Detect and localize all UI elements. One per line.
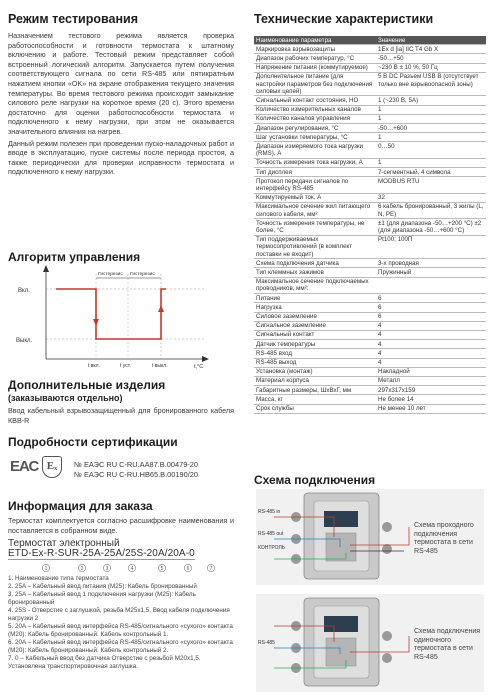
parameter-cell: Дополнительное питание (для настройки параметров без подключения силовых цепей) [254,72,376,96]
table-row [254,54,486,63]
value-cell: 6 кабель бронированный, 3 жилы (L, N, PE) [376,202,486,218]
table-row [254,303,486,312]
test-mode-text [8,31,234,177]
order-code: ETD-Ex-R-SUR-25A-25A/25S-20A/20A-0 [8,548,195,559]
svg-text:3: 3 [105,566,109,572]
table-row [254,193,486,202]
control-algorithm-diagram [16,264,216,374]
parameter-cell: Срок службы [254,404,376,413]
svg-text:6: 6 [186,566,190,572]
parameter-cell: Коммутируемый ток, A [254,193,376,202]
list-item: 5. 20A – Кабельный ввод интерфейса RS-485/сигнального «сухого» контакта (M20): Кабель бронированный. Кабель контрольный 1. [8,623,233,638]
table-row [254,202,486,218]
parameter-cell: Шаг установки температуры, °C [254,133,376,142]
parameter-cell: Сигнальное заземление [254,321,376,330]
specifications-title: Технические характеристики [254,12,434,26]
test-paragraph-1: Назначением тестового режима является проверка работоспособности и готовности термостата к штатному включению и работе. Тестовый режим представляет собой встроенный логический алгоритм. Запускается путем получения соответствующего сигнала по сети RS-485 или пятикратным нажатием кнопки «OK» на экране отображения текущего значения температуры. Во время тестового режима происходит замыкание силового реле нагрузки на короткое время (20 с). Этого времени достаточно для оценки работоспособности термостата и подключенного к нему нагрузки, при этом не оказывается значительного влияния на нагрев. [8,31,234,136]
rs485-label: RS-485 [258,640,275,646]
ex-logo: Eₓ [42,456,62,478]
table-row [254,63,486,72]
parameter-cell: Тип клеммных зажимов [254,268,376,277]
additional-products-subtitle: (заказываются отдельно) [8,393,123,403]
value-cell: 1 [376,133,486,142]
list-item: 7. 0 – Кабельный ввод без датчика Отверстие с резьбой M20x1,5. Установлена транспортировочная заглушка. [8,655,201,670]
parameter-cell: Диапазон измеряемого тока нагрузки (RMS), A [254,142,376,158]
control-label: КОНТРОЛЬ [258,545,286,551]
left-column [8,0,234,699]
value-cell: 6 [376,294,486,303]
list-item: 4. 25S - Отверстие с заглушкой, резьба M25x1,5. Ввод кабеля подключения нагрузки 2 [8,607,230,622]
table-row [254,72,486,96]
parameter-cell: Диапазон рабочих температур, °C [254,54,376,63]
specifications-table [254,36,486,414]
parameter-cell: Тип поддерживаемых термосопротивлений (в комплект поставки не входит) [254,235,376,259]
scheme-1-caption: Схема проходного подключения термостата в сети RS-485 [414,522,474,555]
table-row [254,124,486,133]
parameter-cell: Габаритные размеры, ШхВхГ, мм [254,386,376,395]
table-row [254,321,486,330]
parameter-cell: Сигнальный контакт [254,330,376,339]
value-cell: -50…+50 [376,54,486,63]
parameter-cell: Максимальное сечение подключаемых проводников, мм²: [254,277,376,293]
rs485-in-label: RS-485 in [258,509,281,515]
table-row [254,96,486,105]
table-row [254,294,486,303]
value-cell: MODBUS RTU [376,177,486,193]
parameter-cell: Сигнальный контакт состояния, НО [254,96,376,105]
parameter-cell: Схема подключения датчика [254,259,376,268]
table-row [254,367,486,376]
table-row [254,268,486,277]
parameter-cell: Точность измерения тока нагрузки, A [254,158,376,167]
parameter-cell: RS-485 выход [254,358,376,367]
off-label: Выкл. [16,338,33,344]
list-item: 2. 25A – Кабельный ввод питания (M25): Кабель бронированный [8,583,197,590]
value-cell: 1Ex d [ia] IIC T4 Gb X [376,45,486,54]
table-row [254,259,486,268]
order-info-text: Термостат комплектуется согласно расшифровке наименования и поставляется в собранном виде. [8,516,234,535]
additional-products-title: Дополнительные изделия [8,378,166,392]
table-row [254,340,486,349]
table-row [254,349,486,358]
value-cell: ±1 (для диапазона -50…+200 °C) ±2 (для диапазона -50…+600 °C) [376,219,486,235]
parameter-cell: Масса, кг [254,395,376,404]
value-cell: 297х317х159 [376,386,486,395]
certification-title: Подробности сертификации [8,435,178,449]
column-header: Наименование параметра [254,36,376,45]
table-row [254,158,486,167]
table-row [254,312,486,321]
parameter-cell: Нагрузка [254,303,376,312]
rs485-out-label: RS-485 out [258,531,284,537]
value-cell: 4 [376,330,486,339]
table-row [254,376,486,385]
value-cell: 4 [376,358,486,367]
svg-text:1: 1 [44,566,48,572]
table-row [254,133,486,142]
table-row [254,404,486,413]
certificate-item: № ЕАЭС RU C-RU.АА87.В.00479-20 [74,460,198,469]
parameter-cell: Напряжение питания (коммутируемое) [254,63,376,72]
svg-text:2: 2 [80,566,84,572]
algorithm-title: Алгоритм управления [8,250,141,264]
temperature-axis-label: t,°C [194,364,204,370]
eac-logo: ЕАС [10,458,39,475]
value-cell: 0…50 [376,142,486,158]
list-item: 1. Наименование типа термостата [8,575,109,582]
on-label: Вкл. [18,288,30,294]
value-cell: Не менее 10 лет [376,404,486,413]
scheme-2-caption: Схема подключения одиночного термостата в сети RS-485 [414,628,481,661]
order-product-name: Термостат электронный [8,538,120,549]
svg-text:4: 4 [130,566,134,572]
table-row [254,114,486,123]
test-mode-title: Режим тестирования [8,12,139,26]
svg-text:7: 7 [209,566,213,572]
value-cell: 4 [376,340,486,349]
value-cell: ~230 В ± 10 %, 50 Гц [376,63,486,72]
value-cell: 1 [376,158,486,167]
table-row [254,330,486,339]
order-info-title: Информация для заказа [8,499,153,513]
list-item: 6. 20A – Кабельный ввод интерфейса RS-485/сигнального «сухого» контакта (M20): Кабель бронированный. Кабель контрольный 2. [8,639,233,654]
t-set-label: t уст. [120,363,131,369]
specifications-body [254,45,486,414]
column-header: Значение [376,36,486,45]
value-cell: Металл [376,376,486,385]
additional-products-text: Ввод кабельный взрывозащищенный для бронированного кабеля КВВ-R [8,406,234,425]
parameter-cell: Максимальное сечение жил питающего силового кабеля, мм² [254,202,376,218]
control-signal-line [56,289,166,339]
hysteresis-label-2: Гистерезис [130,272,155,277]
value-cell: 32 [376,193,486,202]
value-cell: 1 [376,114,486,123]
table-row [254,358,486,367]
value-cell: Накладной [376,367,486,376]
svg-text:5: 5 [160,566,164,572]
parameter-cell: Материал корпуса [254,376,376,385]
table-row [254,168,486,177]
value-cell [376,277,486,293]
order-code-legend [8,575,234,671]
parameter-cell: Тип дисплея [254,168,376,177]
parameter-cell: Силовое заземление [254,312,376,321]
parameter-cell: Протокол передачи сигналов по интерфейсу RS-485 [254,177,376,193]
parameter-cell: RS-485 вход [254,349,376,358]
table-row [254,142,486,158]
certificate-list [74,460,234,479]
certificate-item: № ЕАЭС RU C-RU.НВ65.В.00190/20 [74,469,198,479]
list-item: 3. 25A – Кабельный ввод 1 подключения нагрузки (M25): Кабель бронированный [8,591,196,606]
table-row [254,386,486,395]
table-row [254,277,486,293]
table-row [254,45,486,54]
parameter-cell: Точность измерения температуры, не более, °C [254,219,376,235]
parameter-cell: Питание [254,294,376,303]
table-row [254,395,486,404]
value-cell: 6 [376,303,486,312]
hysteresis-label-1: Гистерезис [98,272,123,277]
test-paragraph-2: Данный режим полезен при проведении пуско-наладочных работ и вводе в эксплуатацию, пуске системы после периода простоя, а также периодически для проверки исправности термостата и подключенного к нему нагрузки. [8,138,234,177]
t-on-label: t вкл. [88,363,100,369]
value-cell: 1 [376,105,486,114]
value-cell: 1 (~230 В, 5A) [376,96,486,105]
right-column [254,0,486,699]
value-cell: Пружинный [376,268,486,277]
parameter-cell: Установка (монтаж) [254,367,376,376]
value-cell: 3-х проводная [376,259,486,268]
parameter-cell: Диапазон регулирования, °C [254,124,376,133]
value-cell: 4 [376,321,486,330]
value-cell: Не более 14 [376,395,486,404]
value-cell: 5 В DC Разъем USB B (отсутствует только вне взрывоопасной зоны) [376,72,486,96]
order-code-markers [8,562,234,574]
value-cell: 4 [376,349,486,358]
parameter-cell: Количество измерительных каналов [254,105,376,114]
table-row [254,219,486,235]
parameter-cell: Количество каналов управления [254,114,376,123]
value-cell: -50…+600 [376,124,486,133]
table-row [254,177,486,193]
table-header-row [254,36,486,45]
t-off-label: t выкл. [152,363,168,369]
table-row [254,235,486,259]
value-cell: 7-сегментный, 4 символа [376,168,486,177]
value-cell: Pt100; 100П [376,235,486,259]
table-row [254,105,486,114]
value-cell: 6 [376,312,486,321]
wiring-scheme-title: Схема подключения [254,473,376,487]
parameter-cell: Датчик температуры [254,340,376,349]
parameter-cell: Маркировка взрывозащиты [254,45,376,54]
